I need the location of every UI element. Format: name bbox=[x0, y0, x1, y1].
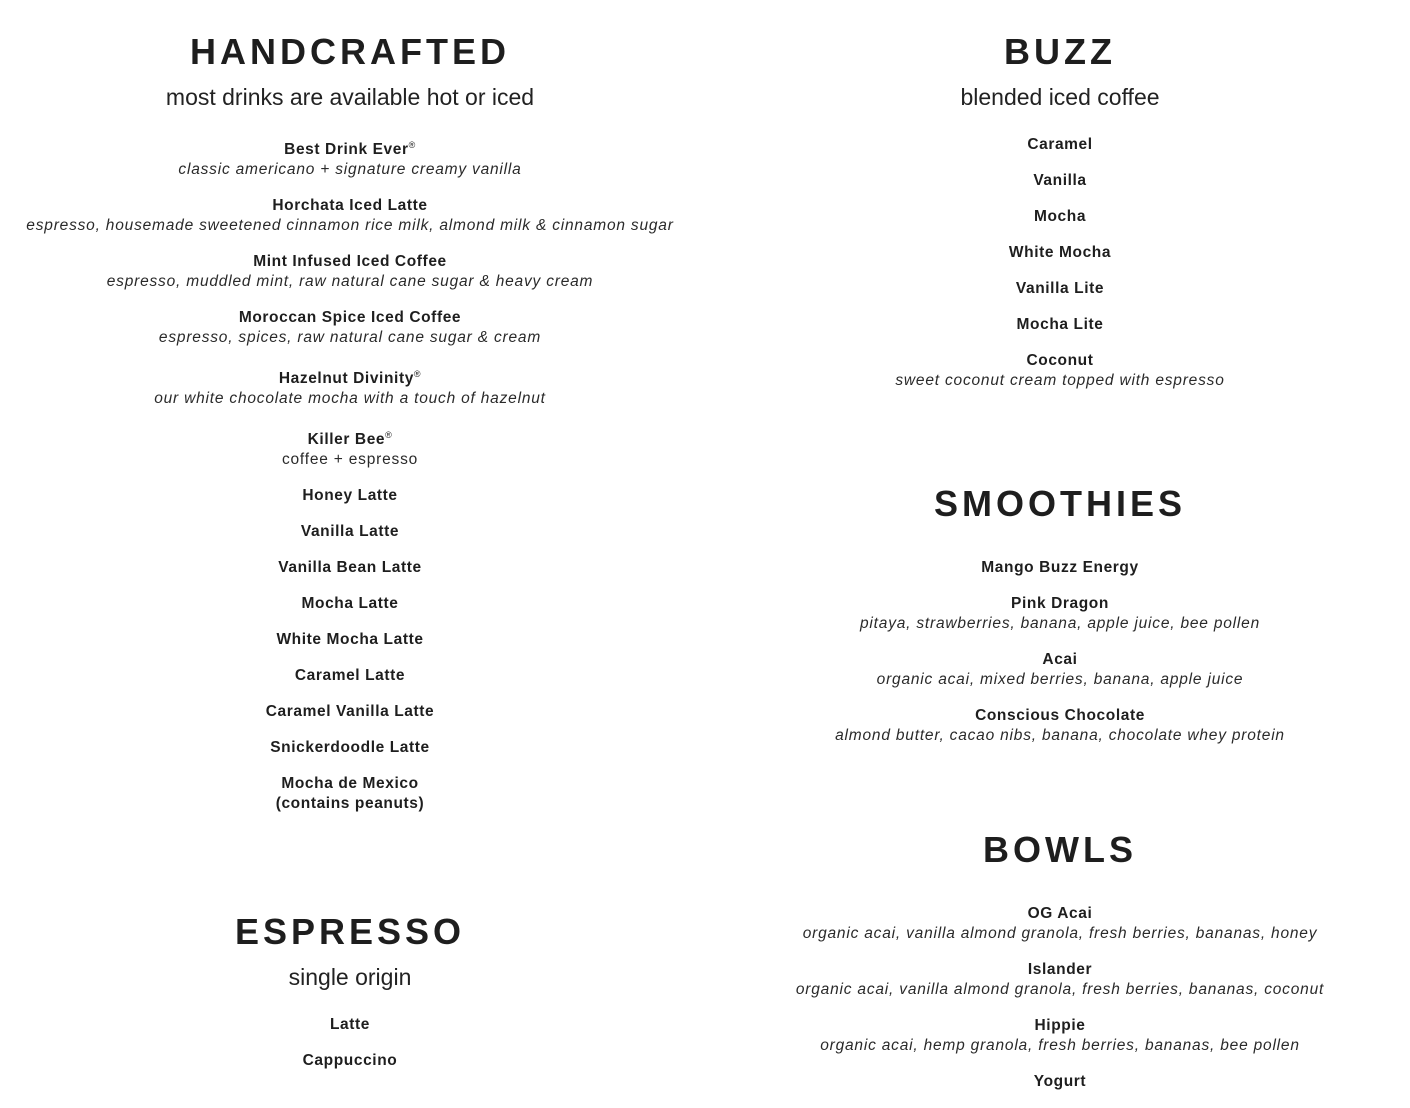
menu-item bbox=[730, 558, 1390, 578]
menu-item bbox=[730, 351, 1390, 391]
menu-item-list bbox=[730, 558, 1390, 746]
item-name: Vanilla Lite bbox=[1015, 280, 1105, 297]
menu-item bbox=[20, 486, 680, 506]
item-description: organic acai, vanilla almond granola, fresh berries, bananas, coconut bbox=[795, 981, 1325, 998]
menu-item bbox=[730, 960, 1390, 1000]
section-title: BUZZ bbox=[1004, 31, 1116, 72]
smoothies-section bbox=[730, 482, 1390, 762]
item-description: sweet coconut cream topped with espresso bbox=[895, 372, 1225, 389]
item-name: Vanilla Latte bbox=[300, 523, 400, 541]
item-description: organic acai, vanilla almond granola, fresh berries, bananas, honey bbox=[802, 925, 1318, 942]
item-description: almond butter, cacao nibs, banana, chocolate whey protein bbox=[835, 727, 1285, 744]
item-description: espresso, muddled mint, raw natural cane sugar & heavy cream bbox=[106, 273, 594, 291]
menu-item bbox=[20, 135, 680, 180]
menu-item bbox=[20, 774, 680, 814]
item-description: espresso, spices, raw natural cane sugar & cream bbox=[158, 329, 542, 347]
item-name: Mocha bbox=[1033, 208, 1087, 225]
item-name: Mocha Lite bbox=[1016, 316, 1104, 333]
menu-item-list bbox=[730, 135, 1390, 391]
item-allergen-note: (contains peanuts) bbox=[275, 795, 425, 813]
menu-item-list bbox=[20, 135, 680, 814]
item-name: Caramel Latte bbox=[294, 667, 406, 685]
menu-item bbox=[730, 706, 1390, 746]
item-name: White Mocha Latte bbox=[276, 631, 424, 649]
section-subtitle: single origin bbox=[288, 964, 412, 990]
menu-item bbox=[730, 279, 1390, 299]
menu-item bbox=[730, 1072, 1390, 1092]
menu-item bbox=[20, 738, 680, 758]
item-name: Pink Dragon bbox=[1011, 595, 1109, 612]
item-name: Best Drink Ever® bbox=[284, 140, 416, 159]
item-name: Yogurt bbox=[1033, 1073, 1087, 1090]
item-name: Caramel bbox=[1027, 136, 1093, 153]
section-subtitle: blended iced coffee bbox=[960, 84, 1160, 110]
item-description: organic acai, hemp granola, fresh berries, bananas, bee pollen bbox=[820, 1037, 1300, 1054]
bowls-section bbox=[730, 828, 1390, 1108]
menu-item bbox=[730, 650, 1390, 690]
section-subtitle: most drinks are available hot or iced bbox=[165, 84, 535, 110]
espresso-section bbox=[20, 910, 680, 1087]
menu-item-list bbox=[20, 1015, 680, 1071]
item-name: Honey Latte bbox=[302, 487, 398, 505]
menu-item bbox=[20, 594, 680, 614]
item-name: Cappuccino bbox=[302, 1052, 398, 1069]
item-name: Latte bbox=[329, 1016, 371, 1033]
menu-item bbox=[20, 702, 680, 722]
section-title: ESPRESSO bbox=[234, 911, 466, 952]
item-name: Hazelnut Divinity® bbox=[278, 369, 422, 388]
item-description: espresso, housemade sweetened cinnamon rice milk, almond milk & cinnamon sugar bbox=[26, 217, 674, 235]
item-name: Vanilla Bean Latte bbox=[278, 559, 422, 577]
item-name: Horchata Iced Latte bbox=[272, 197, 428, 215]
registered-mark: ® bbox=[385, 430, 393, 441]
menu-item bbox=[20, 196, 680, 236]
registered-mark: ® bbox=[408, 140, 416, 150]
buzz-section bbox=[730, 30, 1390, 407]
item-name: Caramel Vanilla Latte bbox=[265, 703, 435, 721]
menu-item bbox=[20, 308, 680, 348]
handcrafted-section bbox=[20, 30, 680, 830]
menu-item bbox=[20, 252, 680, 292]
menu-item bbox=[730, 594, 1390, 634]
item-name: Killer Bee® bbox=[307, 430, 393, 449]
menu-item bbox=[20, 630, 680, 650]
item-description: pitaya, strawberries, banana, apple juice, bee pollen bbox=[860, 615, 1260, 632]
section-title: SMOOTHIES bbox=[933, 483, 1187, 524]
menu-item bbox=[730, 1016, 1390, 1056]
item-name: Acai bbox=[1042, 651, 1078, 668]
item-name: Mocha Latte bbox=[301, 595, 399, 613]
item-description: coffee + espresso bbox=[281, 451, 419, 469]
item-name: Snickerdoodle Latte bbox=[270, 739, 430, 757]
menu-item bbox=[730, 904, 1390, 944]
menu-item bbox=[20, 558, 680, 578]
section-title: BOWLS bbox=[983, 829, 1137, 870]
menu-item bbox=[20, 1015, 680, 1035]
item-name: Conscious Chocolate bbox=[975, 707, 1145, 724]
menu-item bbox=[730, 315, 1390, 335]
menu-item bbox=[20, 364, 680, 409]
item-name: OG Acai bbox=[1027, 905, 1093, 922]
item-name: Moroccan Spice Iced Coffee bbox=[238, 309, 462, 327]
item-description: our white chocolate mocha with a touch of hazelnut bbox=[154, 390, 546, 408]
section-title: HANDCRAFTED bbox=[190, 31, 510, 72]
item-description: organic acai, mixed berries, banana, apple juice bbox=[876, 671, 1244, 688]
menu-item bbox=[20, 425, 680, 470]
item-name: Mango Buzz Energy bbox=[981, 559, 1139, 576]
item-name: Vanilla bbox=[1033, 172, 1087, 189]
item-name: Islander bbox=[1027, 961, 1093, 978]
item-name: Mocha de Mexico bbox=[281, 775, 419, 793]
menu-item bbox=[730, 135, 1390, 155]
menu-item bbox=[730, 243, 1390, 263]
item-name: Mint Infused Iced Coffee bbox=[253, 253, 447, 271]
menu-item bbox=[20, 1051, 680, 1071]
menu-item bbox=[20, 522, 680, 542]
menu-item bbox=[20, 666, 680, 686]
menu-item bbox=[730, 207, 1390, 227]
registered-mark: ® bbox=[413, 369, 422, 380]
item-name: White Mocha bbox=[1008, 244, 1112, 261]
item-name: Hippie bbox=[1034, 1017, 1086, 1034]
item-description: classic americano + signature creamy vanilla bbox=[178, 161, 522, 179]
menu-item bbox=[730, 171, 1390, 191]
menu-item-list bbox=[730, 904, 1390, 1092]
item-name: Coconut bbox=[1026, 352, 1094, 369]
